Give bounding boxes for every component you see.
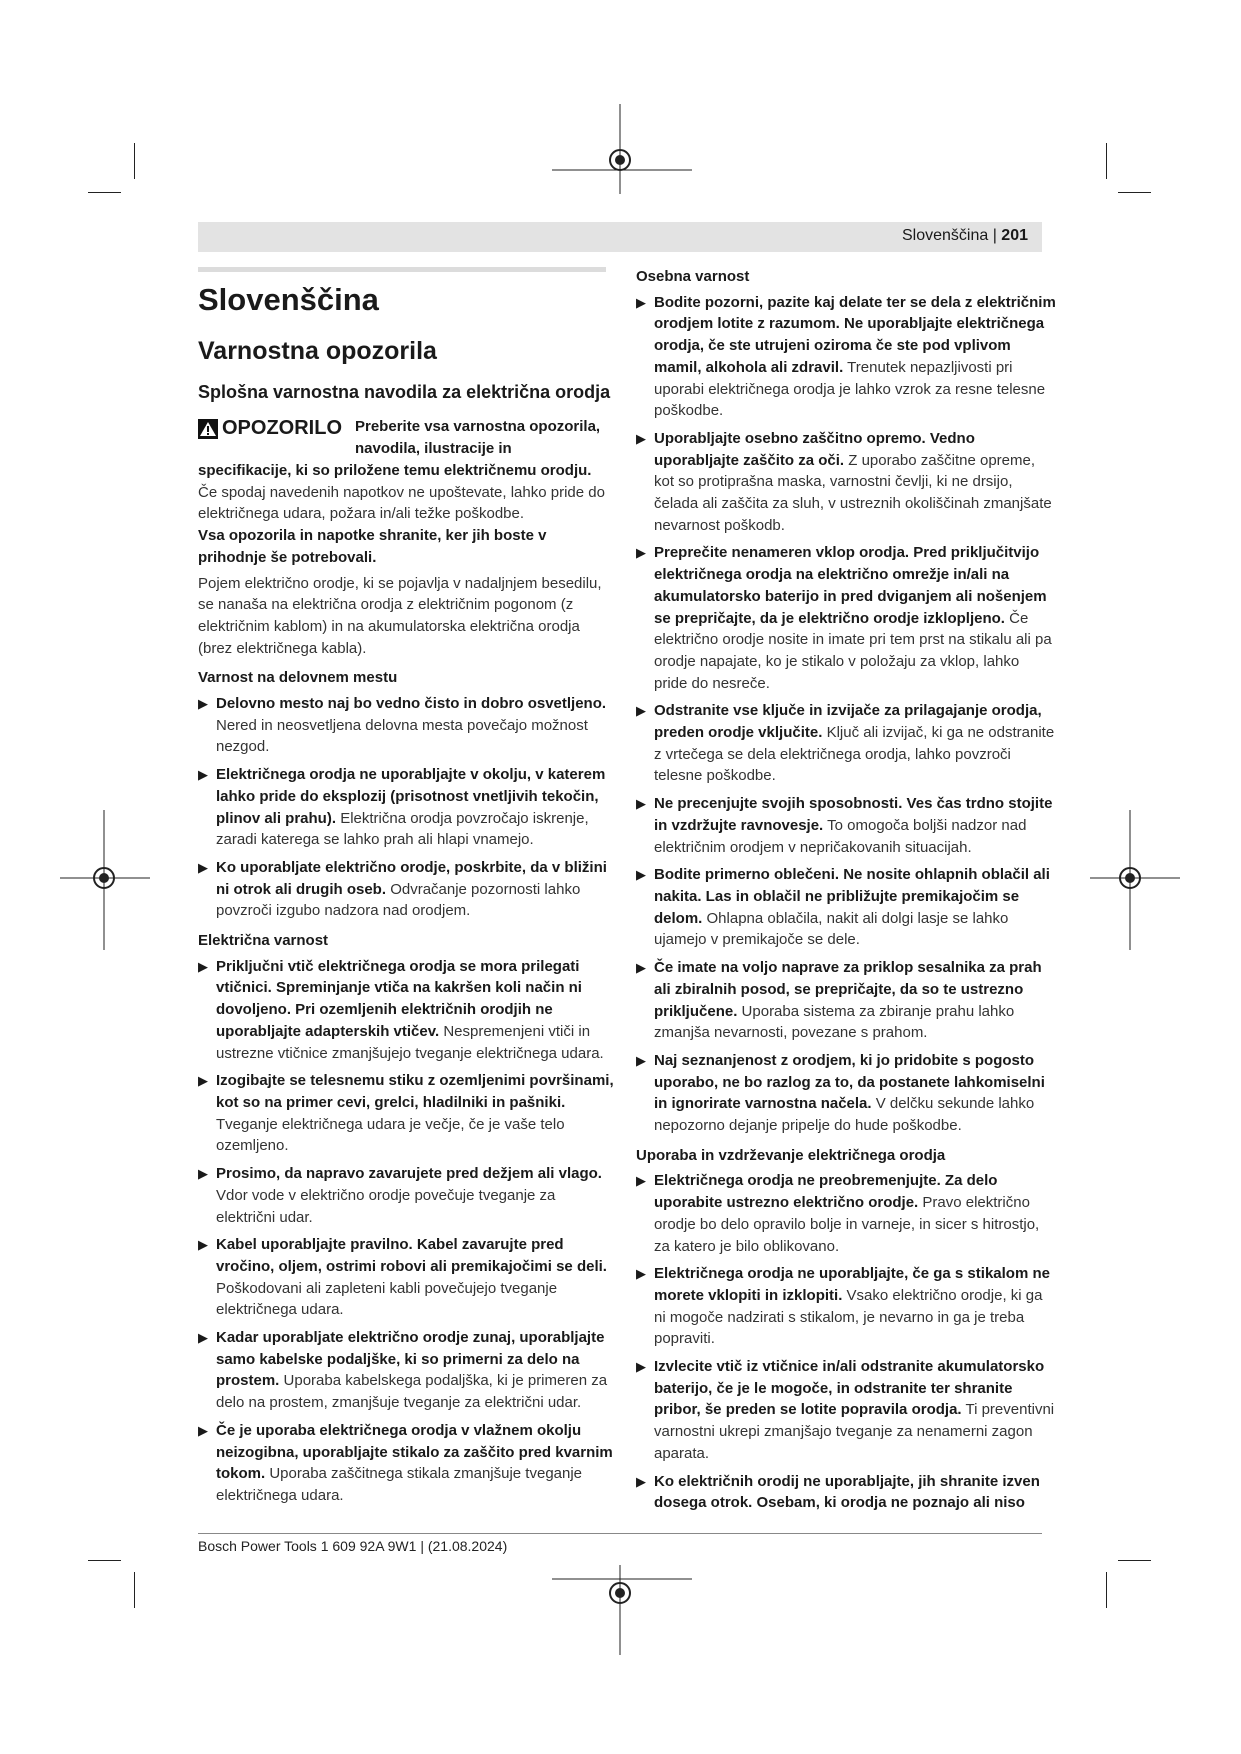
registration-mark-left-icon xyxy=(60,810,150,950)
header-section: Slovenščina xyxy=(901,227,989,244)
bullet-arrow-icon: ▶ xyxy=(198,1422,208,1438)
page-title: Slovenščina xyxy=(198,282,379,317)
list-item: ▶ Ko električnih orodij ne uporabljajte, jih shranite izven dosega otrok. Osebam, ki orodja ne poznajo ali niso xyxy=(636,1472,1040,1512)
footer-rule xyxy=(198,1533,1042,1534)
workplace-heading: Varnost na delovnem mestu xyxy=(198,669,398,687)
list-item: ▶ Ko uporabljate električno orodje, poskrbite, da v bližini ni otrok ali drugih oseb. Odvračanje pozornosti lahko povzroči izgubo nadzora nad orodjem. xyxy=(198,858,607,920)
bullet-arrow-icon: ▶ xyxy=(198,1073,208,1089)
list-item: ▶ Električnega orodja ne uporabljajte, če ga s stikalom ne morete vklopiti in izklopiti. Vsako električno orodje, ki ga ni mogoče nadzirati s stikalom, je nevarno in ga je treba popraviti. xyxy=(636,1265,1050,1348)
page-header xyxy=(198,222,1042,252)
bullet-arrow-icon: ▶ xyxy=(198,1166,208,1182)
bullet-arrow-icon: ▶ xyxy=(198,958,208,974)
warning-body: Če spodaj navedenih napotkov ne upoštevate, lahko pride do električnega udara, požara in/ali težke poškodbe. xyxy=(198,483,605,523)
crop-mark xyxy=(134,1572,135,1608)
right-column xyxy=(636,266,1056,1520)
crop-mark xyxy=(1106,143,1107,179)
header-separator: | xyxy=(988,227,1002,244)
list-item: ▶ Delovno mesto naj bo vedno čisto in dobro osvetljeno. Nered in neosvetljena delovna mesta povečajo možnost nezgod. xyxy=(198,695,607,756)
left-column xyxy=(198,268,618,1513)
bullet-arrow-icon: ▶ xyxy=(636,430,646,446)
registration-mark-top-icon xyxy=(552,104,692,194)
bullet-arrow-icon: ▶ xyxy=(198,859,208,875)
list-item: ▶ Ne precenjujte svojih sposobnosti. Ves čas trdno stojite in vzdržujte ravnovesje. To omogoča boljši nadzor nad električnim orodjem v nepričakovanih situacijah. xyxy=(636,795,1053,856)
footer-text: Bosch Power Tools 1 609 92A 9W1 | (21.08.2024) xyxy=(198,1538,508,1554)
bullet-arrow-icon: ▶ xyxy=(636,960,646,976)
list-item: ▶ Kabel uporabljajte pravilno. Kabel zavarujte pred vročino, oljem, ostrimi robovi ali premikajočimi se deli. Poškodovani ali zapleteni kabli povečujejo tveganje električnega udara. xyxy=(198,1236,607,1319)
warning-label: OPOZORILO xyxy=(222,417,342,439)
subsection-title: Splošna varnostna navodila za električna orodja xyxy=(198,382,611,402)
crop-mark xyxy=(1106,1572,1107,1608)
crop-mark xyxy=(134,143,135,179)
workplace-list xyxy=(198,693,618,922)
list-item: ▶ Če imate na voljo naprave za priklop sesalnika za prah ali zbiralnih posod, se prepričajte, da so te ustrezno priključene. Uporaba sistema za zbiranje prahu lahko zmanjša nevarnosti, povezane s prahom. xyxy=(636,959,1042,1042)
keep-instructions: Vsa opozorila in napotke shranite, ker jih boste v prihodnje še potrebovali. xyxy=(198,527,547,566)
use-heading: Uporaba in vzdrževanje električnega orodja xyxy=(636,1146,946,1164)
page-number: 201 xyxy=(1001,227,1028,244)
personal-list xyxy=(636,292,1056,1137)
bullet-arrow-icon: ▶ xyxy=(636,545,646,561)
bullet-arrow-icon: ▶ xyxy=(636,796,646,812)
registration-mark-right-icon xyxy=(1090,810,1180,950)
bullet-arrow-icon: ▶ xyxy=(636,1359,646,1375)
warning-lead: Preberite vsa varnostna opozorila, navodila, ilustracije in xyxy=(355,418,601,457)
electric-list xyxy=(198,956,618,1507)
list-item: ▶ Električnega orodja ne preobremenjujte. Za delo uporabite ustrezno električno orodje. Pravo električno orodje bo delo opravilo bolje in varneje, in sicer s hitrostjo, za katero je bilo oblikovano. xyxy=(636,1172,1040,1255)
list-item: ▶ Izogibajte se telesnemu stiku z ozemljenimi površinami, kot so na primer cevi, grelci, hladilniki in pašniki. Tveganje električnega udara je večje, če je vaše telo ozemljeno. xyxy=(198,1072,614,1155)
list-item: ▶ Kadar uporabljate električno orodje zunaj, uporabljajte samo kabelske podaljške, ki so primerni za delo na prostem. Uporaba kabelskega podaljška, ki je primeren za delo na prostem, zmanjšuje tveganje za električni udar. xyxy=(198,1329,608,1412)
bullet-arrow-icon: ▶ xyxy=(636,1052,646,1068)
list-item: ▶ Bodite primerno oblečeni. Ne nosite ohlapnih oblačil ali nakita. Las in oblačil ne približujte premikajočim se delom. Ohlapna oblačila, nakit ali dolgi lasje se lahko ujamejo v premikajoče se dele. xyxy=(636,866,1050,949)
bullet-arrow-icon: ▶ xyxy=(198,1237,208,1253)
crop-mark xyxy=(88,192,121,193)
list-item: ▶ Izvlecite vtič iz vtičnice in/ali odstranite akumulatorsko baterijo, če je le mogoče, in odstranite ter shranite pribor, še preden se lotite popravila orodja. Ti preventivni varnostni ukrepi zmanjšajo tveganje za nenamerni zagon aparata. xyxy=(636,1358,1055,1462)
bullet-arrow-icon: ▶ xyxy=(198,1330,208,1346)
list-item: ▶ Preprečite nenameren vklop orodja. Pred priključitvijo električnega orodja na električno omrežje in/ali na akumulatorsko baterijo in pred dviganjem ali nošenjem se prepričajte, da je električno orodje izklopljeno. Če električno orodje nosite in imate pri tem prst na stikalu ali pa orodje napajate, ko je stikalo v položaju za vklop, lahko pride do nesreče. xyxy=(636,544,1052,692)
registration-mark-bottom-icon xyxy=(552,1565,692,1655)
list-item: ▶ Naj seznanjenost z orodjem, ki jo pridobite s pogosto uporabo, ne bo razlog za to, da postanete lahkomiselni in ignorirate varnostna načela. V delčku sekunde lahko nepozorno dejanje pripelje do hude poškodbe. xyxy=(636,1051,1045,1135)
bullet-arrow-icon: ▶ xyxy=(636,1473,646,1489)
header-label xyxy=(902,227,1028,245)
use-list xyxy=(636,1170,1056,1514)
section-title: Varnostna opozorila xyxy=(198,337,437,365)
definition: Pojem električno orodje, ki se pojavlja v nadaljnjem besedilu, se nanaša na električna orodja z električnim pogonom (z električnim kablom) in na akumulatorska električna orodja (brez električnega kabla). xyxy=(198,574,602,657)
warning-triangle-icon xyxy=(198,419,218,439)
bullet-arrow-icon: ▶ xyxy=(636,1173,646,1189)
electric-heading: Električna varnost xyxy=(198,932,329,950)
crop-mark xyxy=(88,1560,121,1561)
list-item: ▶ Električnega orodja ne uporabljajte v okolju, v katerem lahko pride do eksplozij (prisotnost vnetljivih tekočin, plinov ali prahu). Električna orodja povzročajo iskrenje, zaradi katerega se lahko prah ali hlapi vnamejo. xyxy=(198,766,606,849)
list-item: ▶ Bodite pozorni, pazite kaj delate ter se dela z električnim orodjem lotite z razumom. Ne uporabljajte električnega orodja, če ste utrujeni oziroma če ste pod vplivom mamil, alkohola ali zdravil. Trenutek nepazljivosti pri uporabi električnega orodja je lahko vzrok za resne telesne poškodbe. xyxy=(636,293,1056,420)
personal-heading: Osebna varnost xyxy=(636,268,750,285)
crop-mark xyxy=(1118,192,1151,193)
bullet-arrow-icon: ▶ xyxy=(636,1266,646,1282)
list-item: ▶ Uporabljajte osebno zaščitno opremo. Vedno uporabljajte zaščito za oči. Z uporabo zaščitne opreme, kot so protiprašna maska, varnostni čevlji, ki ne drsijo, čelada ali zaščita za sluh, v ustreznih okoliščinah zmanjšate nevarnost poškodb. xyxy=(636,429,1052,534)
list-item: ▶ Če je uporaba električnega orodja v vlažnem okolju neizogibna, uporabljajte stikalo za zaščito pred kvarnim tokom. Uporaba zaščitnega stikala zmanjšuje tveganje električnega udara. xyxy=(198,1421,613,1504)
bullet-arrow-icon: ▶ xyxy=(636,703,646,719)
list-item: ▶ Prosimo, da napravo zavarujete pred dežjem ali vlago. Vdor vode v električno orodje povečuje tveganje za električni udar. xyxy=(198,1165,602,1226)
bullet-arrow-icon: ▶ xyxy=(198,696,208,712)
bullet-arrow-icon: ▶ xyxy=(636,867,646,883)
crop-mark xyxy=(1118,1560,1151,1561)
list-item: ▶ Priključni vtič električnega orodja se mora prilegati vtičnici. Spreminjanje vtiča na kakršen koli način ni dovoljeno. Pri ozemljenih električnih orodjih ne uporabljajte adapterskih vtičev. Nespremenjeni vtiči in ustrezne vtičnice zmanjšujejo tveganje električnega udara. xyxy=(198,957,604,1062)
bullet-arrow-icon: ▶ xyxy=(198,767,208,783)
warning-block xyxy=(198,416,618,460)
warning-continuation: specifikacije, ki so priložene temu električnemu orodju. xyxy=(198,462,592,479)
bullet-arrow-icon: ▶ xyxy=(636,294,646,310)
list-item: ▶ Odstranite vse ključe in izvijače za prilagajanje orodja, preden orodje vključite. Ključ ali izvijač, ki ga ne odstranite z vrtečega se dela električnega orodja, lahko povzroči telesne poškodbe. xyxy=(636,702,1055,785)
warning-badge xyxy=(198,418,342,440)
